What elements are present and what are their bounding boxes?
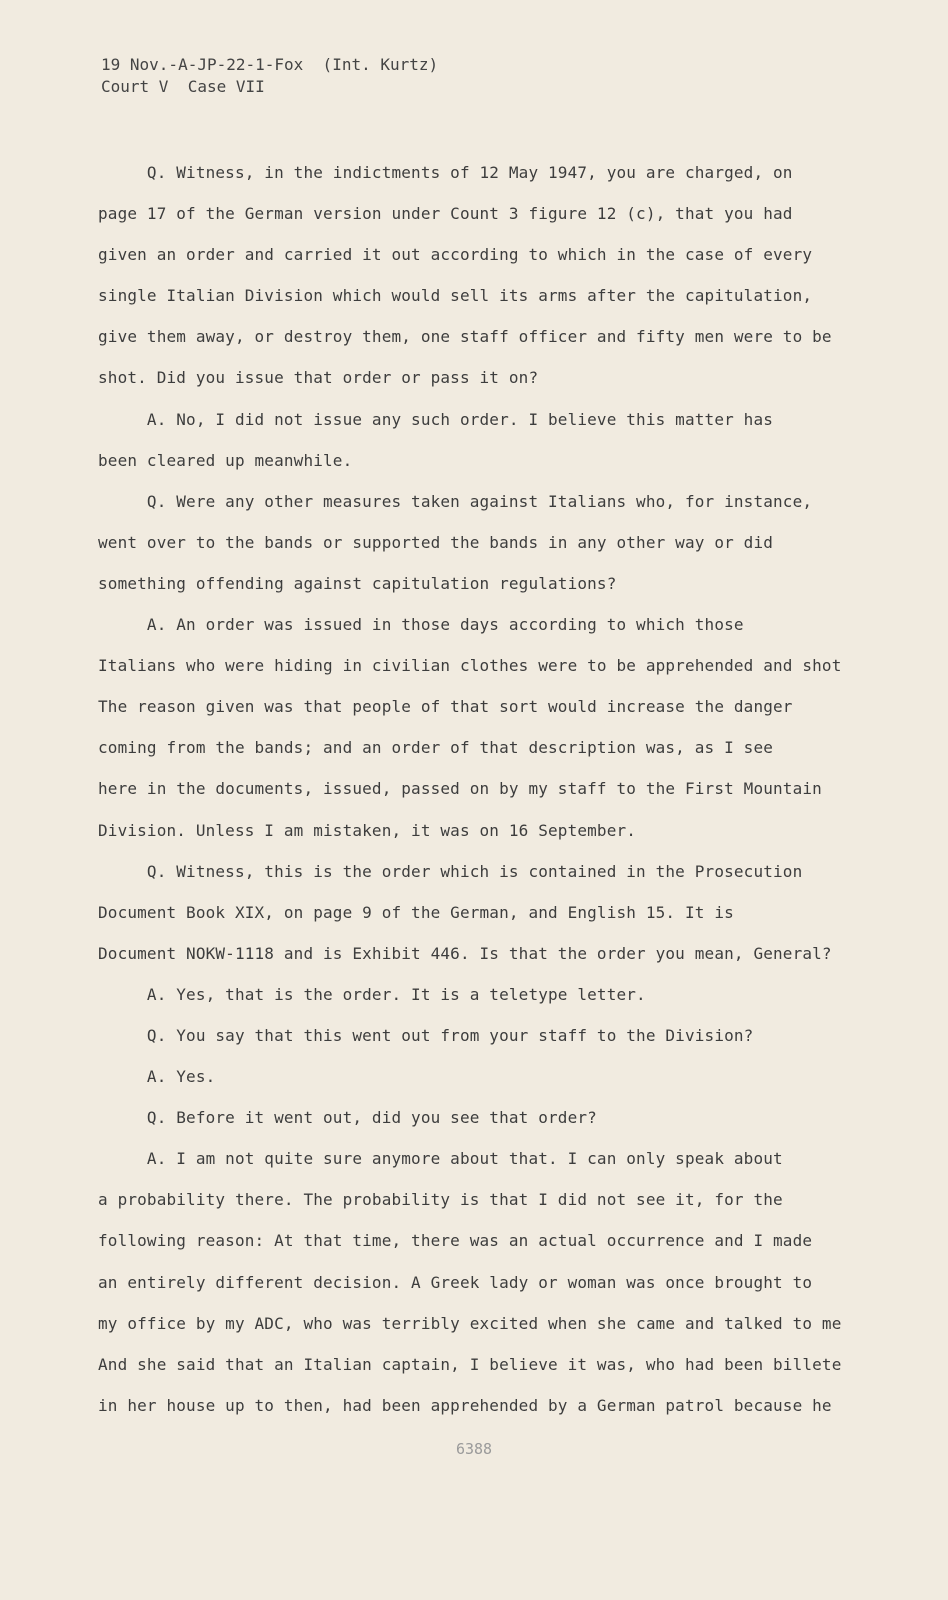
transcript-line: a probability there. The probability is that I did not see it, for the [98,1190,783,1210]
transcript-line: Italians who were hiding in civilian clothes were to be apprehended and shot [98,656,842,676]
transcript-line: A. No, I did not issue any such order. I believe this matter has [98,409,774,429]
transcript-line: given an order and carried it out according to which in the case of every [98,245,813,265]
header-session-line: 19 Nov.-A-JP-22-1-Fox (Int. Kurtz) [101,55,439,74]
transcript-line: an entirely different decision. A Greek lady or woman was once brought to [98,1272,813,1292]
transcript-line: coming from the bands; and an order of that description was, as I see [98,738,774,758]
transcript-line: A. I am not quite sure anymore about that. I can only speak about [98,1149,783,1169]
transcript-line: went over to the bands or supported the bands in any other way or did [98,532,774,552]
transcript-line: something offending against capitulation regulations? [98,573,617,593]
page-number: 6388 [455,1440,493,1458]
transcript-line: following reason: At that time, there was an actual occurrence and I made [98,1231,813,1251]
transcript-line: here in the documents, issued, passed on by my staff to the First Mountain [98,779,822,799]
transcript-line: A. Yes, that is the order. It is a teletype letter. [98,984,646,1004]
transcript-line: Q. You say that this went out from your staff to the Division? [98,1025,754,1045]
transcript-line: Q. Witness, this is the order which is contained in the Prosecution [98,861,803,881]
transcript-line: A. An order was issued in those days according to which those [98,615,744,635]
transcript-line: Q. Before it went out, did you see that order? [98,1108,597,1128]
transcript-line: A. Yes. [98,1067,216,1087]
transcript-line: Document Book XIX, on page 9 of the German, and English 15. It is [98,902,734,922]
transcript-line: my office by my ADC, who was terribly excited when she came and talked to me [98,1313,842,1333]
transcript-line: Q. Witness, in the indictments of 12 May 1947, you are charged, on [98,163,793,182]
transcript-line: give them away, or destroy them, one staff officer and fifty men were to be [98,327,832,347]
document-header [101,54,438,98]
transcript-line: Document NOKW-1118 and is Exhibit 446. Is that the order you mean, General? [98,943,832,963]
transcript-line: single Italian Division which would sell its arms after the capitulation, [98,286,813,306]
transcript-body [98,152,878,1426]
transcript-line: been cleared up meanwhile. [98,450,353,470]
transcript-line: page 17 of the German version under Count 3 figure 12 (c), that you had [98,204,793,224]
transcript-line: And she said that an Italian captain, I believe it was, who had been billete [98,1354,842,1374]
transcript-line: Division. Unless I am mistaken, it was on 16 September. [98,820,637,840]
transcript-line: Q. Were any other measures taken against Italians who, for instance, [98,491,813,511]
header-court-line: Court V Case VII [101,77,265,96]
transcript-line: in her house up to then, had been apprehended by a German patrol because he [98,1395,832,1415]
transcript-line: The reason given was that people of that sort would increase the danger [98,697,793,717]
transcript-line: shot. Did you issue that order or pass it on? [98,368,539,388]
